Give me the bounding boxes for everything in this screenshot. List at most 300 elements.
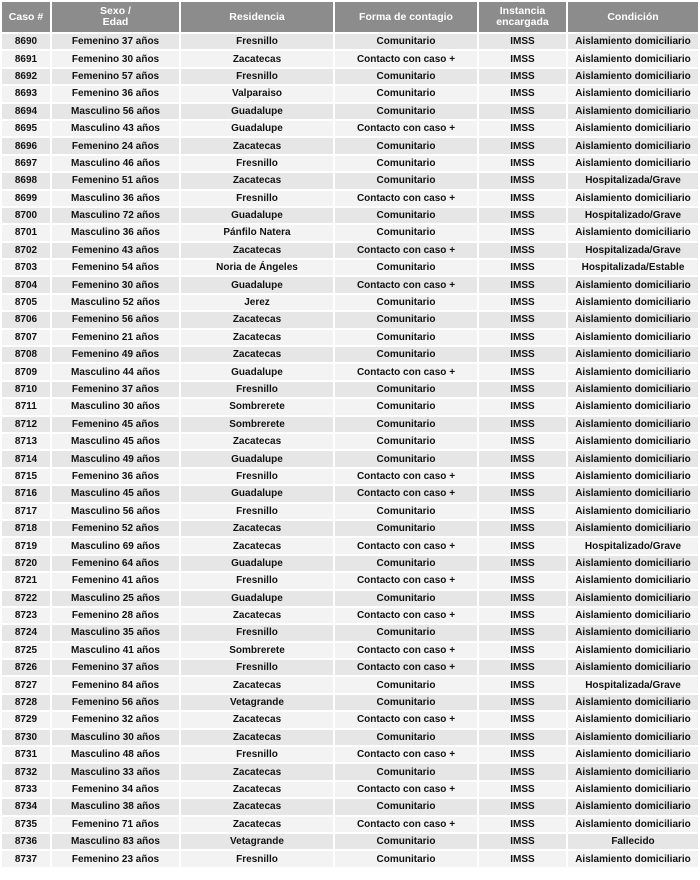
sex-age-cell: Femenino 37 años [52, 34, 179, 49]
institution-cell: IMSS [479, 382, 566, 397]
case-number-cell: 8711 [2, 399, 50, 414]
residence-cell: Vetagrande [181, 834, 333, 849]
condition-cell: Aislamiento domiciliario [568, 451, 698, 466]
case-number-cell: 8731 [2, 747, 50, 762]
case-number-cell: 8714 [2, 451, 50, 466]
sex-age-cell: Femenino 24 años [52, 138, 179, 153]
condition-cell: Aislamiento domiciliario [568, 469, 698, 484]
residence-cell: Sombrerete [181, 643, 333, 658]
table-row [2, 51, 698, 66]
residence-cell: Guadalupe [181, 121, 333, 136]
sex-age-cell: Femenino 43 años [52, 243, 179, 258]
condition-cell: Aislamiento domiciliario [568, 51, 698, 66]
table-row [2, 434, 698, 449]
condition-cell: Aislamiento domiciliario [568, 191, 698, 206]
table-row [2, 173, 698, 188]
case-number-cell: 8717 [2, 504, 50, 519]
institution-cell: IMSS [479, 51, 566, 66]
table-row [2, 277, 698, 292]
sex-age-cell: Femenino 30 años [52, 51, 179, 66]
case-number-cell: 8690 [2, 34, 50, 49]
condition-cell: Aislamiento domiciliario [568, 138, 698, 153]
institution-cell: IMSS [479, 295, 566, 310]
residence-cell: Zacatecas [181, 799, 333, 814]
case-number-cell: 8702 [2, 243, 50, 258]
condition-cell: Hospitalizada/Grave [568, 243, 698, 258]
table-row [2, 608, 698, 623]
table-row [2, 225, 698, 240]
institution-cell: IMSS [479, 608, 566, 623]
contagion-cell: Contacto con caso + [335, 277, 477, 292]
table-row [2, 382, 698, 397]
condition-cell: Aislamiento domiciliario [568, 730, 698, 745]
case-number-cell: 8696 [2, 138, 50, 153]
condition-cell: Aislamiento domiciliario [568, 364, 698, 379]
table-row [2, 156, 698, 171]
case-number-cell: 8705 [2, 295, 50, 310]
contagion-cell: Comunitario [335, 138, 477, 153]
table-row [2, 34, 698, 49]
table-row [2, 747, 698, 762]
contagion-cell: Comunitario [335, 34, 477, 49]
case-number-cell: 8735 [2, 817, 50, 832]
contagion-cell: Comunitario [335, 591, 477, 606]
sex-age-cell: Masculino 45 años [52, 486, 179, 501]
institution-cell: IMSS [479, 851, 566, 866]
condition-cell: Aislamiento domiciliario [568, 104, 698, 119]
residence-cell: Zacatecas [181, 312, 333, 327]
contagion-cell: Comunitario [335, 677, 477, 692]
condition-cell: Aislamiento domiciliario [568, 521, 698, 536]
case-number-cell: 8704 [2, 277, 50, 292]
condition-cell: Aislamiento domiciliario [568, 817, 698, 832]
sex-age-cell: Masculino 41 años [52, 643, 179, 658]
case-number-cell: 8709 [2, 364, 50, 379]
condition-cell: Aislamiento domiciliario [568, 399, 698, 414]
table-header [2, 2, 698, 32]
case-number-cell: 8726 [2, 660, 50, 675]
residence-cell: Zacatecas [181, 434, 333, 449]
contagion-cell: Contacto con caso + [335, 817, 477, 832]
institution-cell: IMSS [479, 417, 566, 432]
table-row [2, 521, 698, 536]
condition-cell: Aislamiento domiciliario [568, 86, 698, 101]
sex-age-cell: Femenino 36 años [52, 469, 179, 484]
institution-cell: IMSS [479, 556, 566, 571]
condition-cell: Hospitalizada/Estable [568, 260, 698, 275]
institution-cell: IMSS [479, 138, 566, 153]
residence-cell: Valparaiso [181, 86, 333, 101]
sex-age-cell: Femenino 41 años [52, 573, 179, 588]
residence-cell: Zacatecas [181, 521, 333, 536]
contagion-cell: Contacto con caso + [335, 643, 477, 658]
residence-cell: Zacatecas [181, 138, 333, 153]
header-contagion-form: Forma de contagio [335, 2, 477, 32]
institution-cell: IMSS [479, 312, 566, 327]
condition-cell: Aislamiento domiciliario [568, 295, 698, 310]
contagion-cell: Comunitario [335, 69, 477, 84]
residence-cell: Pánfilo Natera [181, 225, 333, 240]
table-row [2, 486, 698, 501]
residence-cell: Zacatecas [181, 712, 333, 727]
sex-age-cell: Masculino 35 años [52, 625, 179, 640]
case-number-cell: 8715 [2, 469, 50, 484]
table-row [2, 312, 698, 327]
institution-cell: IMSS [479, 434, 566, 449]
condition-cell: Aislamiento domiciliario [568, 121, 698, 136]
table-row [2, 817, 698, 832]
institution-cell: IMSS [479, 834, 566, 849]
residence-cell: Jerez [181, 295, 333, 310]
residence-cell: Zacatecas [181, 782, 333, 797]
table-row [2, 347, 698, 362]
sex-age-cell: Femenino 52 años [52, 521, 179, 536]
table-row [2, 764, 698, 779]
contagion-cell: Comunitario [335, 764, 477, 779]
sex-age-cell: Femenino 30 años [52, 277, 179, 292]
contagion-cell: Comunitario [335, 260, 477, 275]
contagion-cell: Contacto con caso + [335, 243, 477, 258]
sex-age-cell: Femenino 84 años [52, 677, 179, 692]
institution-cell: IMSS [479, 260, 566, 275]
contagion-cell: Contacto con caso + [335, 573, 477, 588]
table-row [2, 260, 698, 275]
case-number-cell: 8729 [2, 712, 50, 727]
sex-age-cell: Femenino 37 años [52, 382, 179, 397]
residence-cell: Vetagrande [181, 695, 333, 710]
condition-cell: Aislamiento domiciliario [568, 330, 698, 345]
institution-cell: IMSS [479, 243, 566, 258]
table-row [2, 121, 698, 136]
sex-age-cell: Femenino 36 años [52, 86, 179, 101]
table-row [2, 69, 698, 84]
condition-cell: Aislamiento domiciliario [568, 764, 698, 779]
case-number-cell: 8712 [2, 417, 50, 432]
condition-cell: Aislamiento domiciliario [568, 34, 698, 49]
table-row [2, 712, 698, 727]
residence-cell: Zacatecas [181, 730, 333, 745]
institution-cell: IMSS [479, 677, 566, 692]
institution-cell: IMSS [479, 521, 566, 536]
table-row [2, 399, 698, 414]
sex-age-cell: Masculino 52 años [52, 295, 179, 310]
sex-age-cell: Masculino 30 años [52, 730, 179, 745]
institution-cell: IMSS [479, 364, 566, 379]
institution-cell: IMSS [479, 625, 566, 640]
contagion-cell: Contacto con caso + [335, 660, 477, 675]
table-row [2, 417, 698, 432]
table-row [2, 799, 698, 814]
residence-cell: Guadalupe [181, 486, 333, 501]
table-row [2, 730, 698, 745]
header-case-number: Caso # [2, 2, 50, 32]
contagion-cell: Comunitario [335, 312, 477, 327]
residence-cell: Zacatecas [181, 347, 333, 362]
table-row [2, 782, 698, 797]
institution-cell: IMSS [479, 695, 566, 710]
institution-cell: IMSS [479, 504, 566, 519]
case-number-cell: 8719 [2, 538, 50, 553]
header-institution: Instancia encargada [479, 2, 566, 32]
residence-cell: Noria de Ángeles [181, 260, 333, 275]
case-number-cell: 8697 [2, 156, 50, 171]
table-row [2, 504, 698, 519]
condition-cell: Aislamiento domiciliario [568, 591, 698, 606]
table-row [2, 104, 698, 119]
condition-cell: Aislamiento domiciliario [568, 486, 698, 501]
contagion-cell: Contacto con caso + [335, 51, 477, 66]
case-number-cell: 8736 [2, 834, 50, 849]
case-number-cell: 8701 [2, 225, 50, 240]
residence-cell: Fresnillo [181, 191, 333, 206]
condition-cell: Aislamiento domiciliario [568, 225, 698, 240]
sex-age-cell: Femenino 49 años [52, 347, 179, 362]
sex-age-cell: Masculino 56 años [52, 104, 179, 119]
case-number-cell: 8700 [2, 208, 50, 223]
case-number-cell: 8727 [2, 677, 50, 692]
case-number-cell: 8703 [2, 260, 50, 275]
contagion-cell: Comunitario [335, 417, 477, 432]
sex-age-cell: Femenino 28 años [52, 608, 179, 623]
condition-cell: Aislamiento domiciliario [568, 382, 698, 397]
case-number-cell: 8691 [2, 51, 50, 66]
condition-cell: Hospitalizado/Grave [568, 538, 698, 553]
condition-cell: Aislamiento domiciliario [568, 573, 698, 588]
condition-cell: Fallecido [568, 834, 698, 849]
condition-cell: Hospitalizada/Grave [568, 173, 698, 188]
institution-cell: IMSS [479, 799, 566, 814]
table-row [2, 208, 698, 223]
residence-cell: Zacatecas [181, 677, 333, 692]
residence-cell: Fresnillo [181, 747, 333, 762]
institution-cell: IMSS [479, 208, 566, 223]
table-row [2, 191, 698, 206]
sex-age-cell: Masculino 43 años [52, 121, 179, 136]
condition-cell: Aislamiento domiciliario [568, 608, 698, 623]
contagion-cell: Contacto con caso + [335, 121, 477, 136]
residence-cell: Fresnillo [181, 156, 333, 171]
residence-cell: Fresnillo [181, 851, 333, 866]
condition-cell: Aislamiento domiciliario [568, 851, 698, 866]
institution-cell: IMSS [479, 764, 566, 779]
condition-cell: Hospitalizada/Grave [568, 677, 698, 692]
condition-cell: Aislamiento domiciliario [568, 69, 698, 84]
sex-age-cell: Femenino 23 años [52, 851, 179, 866]
case-number-cell: 8725 [2, 643, 50, 658]
sex-age-cell: Masculino 25 años [52, 591, 179, 606]
institution-cell: IMSS [479, 730, 566, 745]
contagion-cell: Comunitario [335, 225, 477, 240]
table-row [2, 677, 698, 692]
residence-cell: Sombrerete [181, 399, 333, 414]
institution-cell: IMSS [479, 347, 566, 362]
sex-age-cell: Femenino 56 años [52, 312, 179, 327]
sex-age-cell: Femenino 71 años [52, 817, 179, 832]
condition-cell: Aislamiento domiciliario [568, 156, 698, 171]
header-condition: Condición [568, 2, 698, 32]
residence-cell: Fresnillo [181, 382, 333, 397]
residence-cell: Guadalupe [181, 556, 333, 571]
sex-age-cell: Femenino 56 años [52, 695, 179, 710]
table-row [2, 556, 698, 571]
case-number-cell: 8706 [2, 312, 50, 327]
contagion-cell: Comunitario [335, 799, 477, 814]
table-row [2, 834, 698, 849]
institution-cell: IMSS [479, 173, 566, 188]
sex-age-cell: Masculino 56 años [52, 504, 179, 519]
case-number-cell: 8733 [2, 782, 50, 797]
case-number-cell: 8695 [2, 121, 50, 136]
residence-cell: Fresnillo [181, 469, 333, 484]
table-row [2, 538, 698, 553]
table-row [2, 86, 698, 101]
institution-cell: IMSS [479, 660, 566, 675]
contagion-cell: Comunitario [335, 434, 477, 449]
table-row [2, 469, 698, 484]
contagion-cell: Comunitario [335, 330, 477, 345]
table-row [2, 138, 698, 153]
sex-age-cell: Femenino 54 años [52, 260, 179, 275]
case-number-cell: 8716 [2, 486, 50, 501]
institution-cell: IMSS [479, 747, 566, 762]
institution-cell: IMSS [479, 34, 566, 49]
condition-cell: Aislamiento domiciliario [568, 434, 698, 449]
contagion-cell: Comunitario [335, 695, 477, 710]
institution-cell: IMSS [479, 191, 566, 206]
table-row [2, 591, 698, 606]
sex-age-cell: Masculino 46 años [52, 156, 179, 171]
residence-cell: Zacatecas [181, 243, 333, 258]
condition-cell: Aislamiento domiciliario [568, 695, 698, 710]
sex-age-cell: Femenino 57 años [52, 69, 179, 84]
sex-age-cell: Masculino 49 años [52, 451, 179, 466]
table-row [2, 643, 698, 658]
sex-age-cell: Masculino 72 años [52, 208, 179, 223]
case-number-cell: 8722 [2, 591, 50, 606]
table-row [2, 243, 698, 258]
institution-cell: IMSS [479, 643, 566, 658]
case-number-cell: 8713 [2, 434, 50, 449]
residence-cell: Zacatecas [181, 51, 333, 66]
case-number-cell: 8698 [2, 173, 50, 188]
contagion-cell: Comunitario [335, 104, 477, 119]
case-number-cell: 8710 [2, 382, 50, 397]
institution-cell: IMSS [479, 782, 566, 797]
case-number-cell: 8732 [2, 764, 50, 779]
contagion-cell: Contacto con caso + [335, 364, 477, 379]
condition-cell: Aislamiento domiciliario [568, 712, 698, 727]
condition-cell: Aislamiento domiciliario [568, 660, 698, 675]
residence-cell: Zacatecas [181, 608, 333, 623]
residence-cell: Fresnillo [181, 573, 333, 588]
case-number-cell: 8724 [2, 625, 50, 640]
residence-cell: Guadalupe [181, 451, 333, 466]
condition-cell: Aislamiento domiciliario [568, 782, 698, 797]
sex-age-cell: Masculino 44 años [52, 364, 179, 379]
institution-cell: IMSS [479, 121, 566, 136]
residence-cell: Fresnillo [181, 34, 333, 49]
sex-age-cell: Masculino 48 años [52, 747, 179, 762]
case-number-cell: 8737 [2, 851, 50, 866]
contagion-cell: Comunitario [335, 347, 477, 362]
institution-cell: IMSS [479, 538, 566, 553]
contagion-cell: Contacto con caso + [335, 486, 477, 501]
case-number-cell: 8707 [2, 330, 50, 345]
condition-cell: Aislamiento domiciliario [568, 556, 698, 571]
sex-age-cell: Masculino 83 años [52, 834, 179, 849]
institution-cell: IMSS [479, 277, 566, 292]
contagion-cell: Comunitario [335, 834, 477, 849]
case-number-cell: 8718 [2, 521, 50, 536]
institution-cell: IMSS [479, 104, 566, 119]
condition-cell: Aislamiento domiciliario [568, 504, 698, 519]
case-number-cell: 8699 [2, 191, 50, 206]
sex-age-cell: Femenino 32 años [52, 712, 179, 727]
case-number-cell: 8694 [2, 104, 50, 119]
header-row [2, 2, 698, 32]
table-row [2, 660, 698, 675]
residence-cell: Guadalupe [181, 208, 333, 223]
contagion-cell: Contacto con caso + [335, 469, 477, 484]
condition-cell: Aislamiento domiciliario [568, 277, 698, 292]
residence-cell: Fresnillo [181, 625, 333, 640]
contagion-cell: Comunitario [335, 382, 477, 397]
sex-age-cell: Masculino 36 años [52, 191, 179, 206]
case-number-cell: 8708 [2, 347, 50, 362]
contagion-cell: Comunitario [335, 156, 477, 171]
condition-cell: Aislamiento domiciliario [568, 417, 698, 432]
residence-cell: Zacatecas [181, 817, 333, 832]
case-number-cell: 8692 [2, 69, 50, 84]
sex-age-cell: Femenino 45 años [52, 417, 179, 432]
contagion-cell: Contacto con caso + [335, 712, 477, 727]
sex-age-cell: Masculino 36 años [52, 225, 179, 240]
sex-age-cell: Femenino 37 años [52, 660, 179, 675]
table-body [2, 34, 698, 867]
contagion-cell: Comunitario [335, 521, 477, 536]
case-number-cell: 8734 [2, 799, 50, 814]
sex-age-cell: Masculino 30 años [52, 399, 179, 414]
contagion-cell: Comunitario [335, 625, 477, 640]
institution-cell: IMSS [479, 451, 566, 466]
sex-age-cell: Femenino 64 años [52, 556, 179, 571]
case-number-cell: 8720 [2, 556, 50, 571]
contagion-cell: Comunitario [335, 730, 477, 745]
institution-cell: IMSS [479, 69, 566, 84]
residence-cell: Zacatecas [181, 330, 333, 345]
contagion-cell: Contacto con caso + [335, 608, 477, 623]
sex-age-cell: Masculino 69 años [52, 538, 179, 553]
contagion-cell: Comunitario [335, 86, 477, 101]
contagion-cell: Comunitario [335, 208, 477, 223]
condition-cell: Aislamiento domiciliario [568, 312, 698, 327]
table-row [2, 851, 698, 866]
institution-cell: IMSS [479, 330, 566, 345]
case-number-cell: 8728 [2, 695, 50, 710]
condition-cell: Aislamiento domiciliario [568, 799, 698, 814]
case-number-cell: 8721 [2, 573, 50, 588]
sex-age-cell: Masculino 45 años [52, 434, 179, 449]
contagion-cell: Contacto con caso + [335, 538, 477, 553]
contagion-cell: Comunitario [335, 504, 477, 519]
contagion-cell: Contacto con caso + [335, 782, 477, 797]
residence-cell: Guadalupe [181, 364, 333, 379]
case-number-cell: 8693 [2, 86, 50, 101]
residence-cell: Guadalupe [181, 591, 333, 606]
institution-cell: IMSS [479, 86, 566, 101]
contagion-cell: Comunitario [335, 851, 477, 866]
sex-age-cell: Femenino 21 años [52, 330, 179, 345]
